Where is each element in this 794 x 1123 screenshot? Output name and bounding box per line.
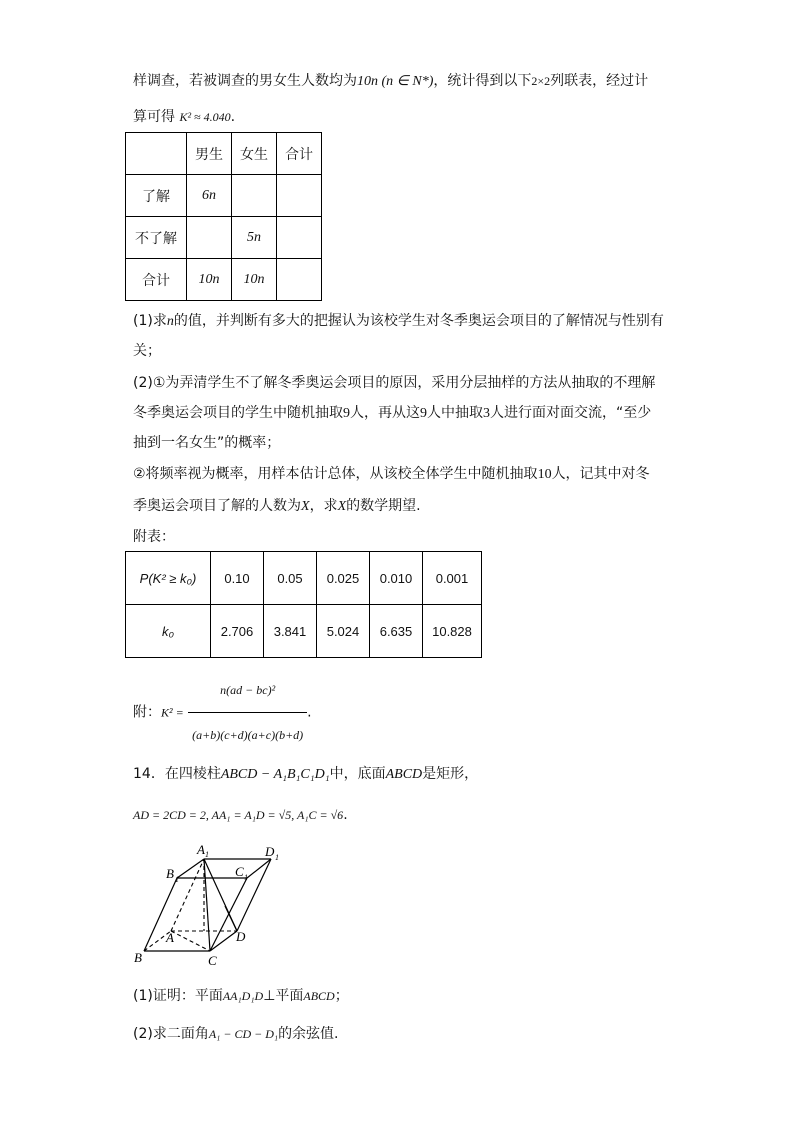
table-cell: 10n bbox=[232, 259, 277, 301]
p14q-text: (2)求二面角 bbox=[133, 1026, 209, 1042]
q2-math: 9 bbox=[420, 406, 427, 421]
label-a1: A bbox=[197, 842, 205, 857]
label-d: D bbox=[236, 929, 246, 944]
p14q-text: ； bbox=[334, 988, 349, 1004]
p14-math: ABCD − A₁B₁C₁D₁ bbox=[220, 767, 330, 782]
p14-math: AD = 2CD = 2, AA₁ = A₁D = √5, A₁C = √6 bbox=[133, 808, 344, 822]
q1-math: n bbox=[166, 314, 174, 329]
table-cell: 男生 bbox=[187, 133, 232, 175]
table-cell: 6n bbox=[187, 175, 232, 217]
table-row bbox=[126, 259, 322, 301]
p14q-math: AA₁D₁D bbox=[222, 989, 264, 1003]
appendix-label bbox=[133, 527, 175, 547]
q2-text: 季奥运会项目了解的人数为 bbox=[133, 498, 301, 514]
p14q-math: ABCD bbox=[303, 989, 335, 1003]
q2-text: 抽到一名女生”的概率； bbox=[133, 435, 281, 451]
q2-math: X bbox=[337, 499, 347, 514]
label-b1: B bbox=[166, 866, 174, 881]
problem-14-line-2 bbox=[133, 805, 348, 825]
table-cell: 6.635 bbox=[370, 605, 423, 658]
table-cell: 0.05 bbox=[264, 552, 317, 605]
table-cell bbox=[126, 133, 187, 175]
q2-text: 人，再从这 bbox=[350, 405, 420, 421]
table-cell: 3.841 bbox=[264, 605, 317, 658]
table-cell: 0.001 bbox=[423, 552, 482, 605]
q2-text: 人，记其中对冬 bbox=[551, 466, 650, 482]
q2-text: 人进行面对面交流，“至少 bbox=[490, 405, 652, 421]
formula-lhs: K² = bbox=[161, 705, 184, 720]
label-d1-sub: 1 bbox=[275, 853, 279, 862]
label-c: C bbox=[208, 953, 217, 968]
table-cell: 女生 bbox=[232, 133, 277, 175]
intro-text: . bbox=[230, 109, 236, 125]
intro-math: 2×2 bbox=[531, 74, 551, 88]
p14-text: 中，底面 bbox=[329, 766, 386, 782]
table-cell: 0.025 bbox=[317, 552, 370, 605]
problem-14-line-1 bbox=[133, 764, 478, 785]
p14q-text: (1)证明：平面 bbox=[133, 988, 223, 1004]
intro-text: 算可得 bbox=[133, 109, 175, 125]
intro-text: ，统计得到以下 bbox=[433, 73, 532, 89]
table-cell: 2.706 bbox=[211, 605, 264, 658]
table-cell: 0.10 bbox=[211, 552, 264, 605]
table-cell bbox=[277, 259, 322, 301]
table-cell bbox=[232, 175, 277, 217]
p14q-text: ⊥平面 bbox=[263, 988, 304, 1004]
q2-text: ②将频率视为概率，用样本估计总体，从该校全体学生中随机抽取 bbox=[133, 466, 538, 482]
question-1-line-1 bbox=[133, 311, 664, 332]
q2-math: 3 bbox=[483, 406, 490, 421]
q2-text: 冬季奥运会项目的学生中随机抽取 bbox=[133, 405, 343, 421]
table-cell: 合计 bbox=[277, 133, 322, 175]
intro-math: K² ≈ 4.040 bbox=[179, 110, 231, 124]
table-cell: 了解 bbox=[126, 175, 187, 217]
q1-text: 的值，并判断有多大的把握认为该校学生对冬季奥运会项目的了解情况与性别有 bbox=[173, 313, 664, 329]
label-a: A bbox=[166, 930, 174, 945]
q2-math: X bbox=[301, 499, 310, 514]
q1-text: (1)求 bbox=[133, 313, 167, 329]
chi-square-formula bbox=[133, 670, 312, 755]
table-cell: 0.010 bbox=[370, 552, 423, 605]
intro-text: 样调查，若被调查的男女生人数均为 bbox=[133, 73, 357, 89]
table-row bbox=[126, 552, 482, 605]
label-c1: C bbox=[235, 864, 244, 879]
table-row bbox=[126, 175, 322, 217]
intro-line-2 bbox=[133, 107, 235, 127]
formula-numerator: n(ad − bc)² bbox=[220, 683, 276, 697]
table-row bbox=[126, 133, 322, 175]
table-cell bbox=[277, 175, 322, 217]
p14-text: . bbox=[343, 807, 348, 823]
prism-figure bbox=[128, 840, 308, 970]
table-cell bbox=[187, 217, 232, 259]
q2-text: ，求 bbox=[309, 498, 338, 514]
table-cell: 合计 bbox=[126, 259, 187, 301]
question-1-line-2 bbox=[133, 341, 161, 361]
p14-text: 14．在四棱柱 bbox=[133, 766, 221, 782]
label-c1-sub: 1 bbox=[244, 873, 248, 882]
label-b1-sub: 1 bbox=[175, 875, 179, 884]
q2-math: 10 bbox=[537, 467, 552, 482]
q2-math: 9 bbox=[343, 406, 350, 421]
p14q-text: 的余弦值. bbox=[278, 1026, 339, 1042]
intro-line-1 bbox=[133, 71, 648, 92]
label-a1-sub: 1 bbox=[205, 850, 209, 859]
table-cell: P(K² ≥ k₀) bbox=[126, 552, 211, 605]
intro-text: 列联表，经过计 bbox=[550, 73, 649, 89]
question-2-line-4 bbox=[133, 464, 650, 485]
table-cell: 不了解 bbox=[126, 217, 187, 259]
q2-text: 人中抽取 bbox=[427, 405, 483, 421]
critical-value-table bbox=[125, 551, 482, 658]
table-cell: k₀ bbox=[126, 605, 211, 658]
question-2-line-3 bbox=[133, 433, 280, 453]
question-2-line-2 bbox=[133, 403, 651, 424]
table-cell: 10.828 bbox=[423, 605, 482, 658]
q2-text: (2)①为弄清学生不了解冬季奥运会项目的原因，采用分层抽样的方法从抽取的不理解 bbox=[133, 375, 656, 391]
table-cell: 5.024 bbox=[317, 605, 370, 658]
label-b: B bbox=[134, 950, 142, 965]
question-2-line-5 bbox=[133, 496, 421, 517]
problem-14-question-2 bbox=[133, 1024, 339, 1044]
p14q-math: A₁ − CD − D₁ bbox=[208, 1027, 279, 1041]
label-d1: D bbox=[265, 844, 275, 859]
table-row bbox=[126, 217, 322, 259]
formula-denominator: (a+b)(c+d)(a+c)(b+d) bbox=[188, 712, 307, 755]
prism-hidden-edges bbox=[144, 859, 237, 951]
table-cell bbox=[277, 217, 322, 259]
intro-math: 10n (n ∈ N*) bbox=[357, 74, 434, 89]
contingency-table bbox=[125, 132, 322, 301]
p14-math: ABCD bbox=[385, 767, 423, 782]
table-cell: 10n bbox=[187, 259, 232, 301]
formula-label: 附： bbox=[133, 704, 161, 721]
formula-end: . bbox=[307, 704, 312, 721]
q1-text: 关； bbox=[133, 343, 161, 359]
table-row bbox=[126, 605, 482, 658]
formula-fraction bbox=[188, 670, 307, 755]
p14-text: 是矩形， bbox=[422, 766, 479, 782]
appendix-text: 附表： bbox=[133, 529, 175, 545]
q2-text: 的数学期望. bbox=[346, 498, 421, 514]
table-cell: 5n bbox=[232, 217, 277, 259]
problem-14-question-1 bbox=[133, 986, 349, 1006]
question-2-line-1 bbox=[133, 373, 655, 393]
